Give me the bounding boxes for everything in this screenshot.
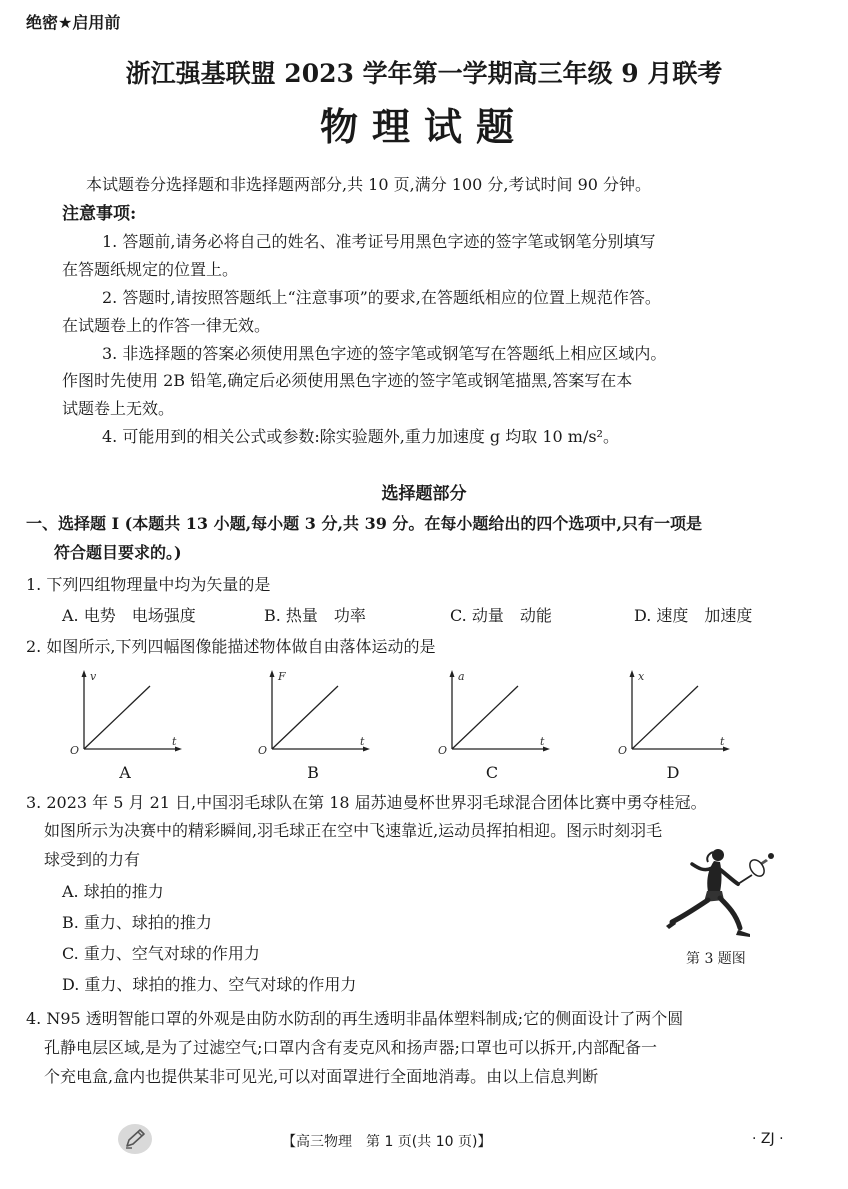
graph-a-label: A (119, 763, 131, 782)
section-title: 选择题部分 (381, 484, 467, 504)
question-3-stem: 如图所示为决赛中的精彩瞬间,羽毛球正在空中飞速靠近,运动员挥拍相迎。图示时刻羽毛 (44, 821, 663, 840)
notice-line: 在答题纸规定的位置上。 (62, 260, 239, 279)
question-4-stem: 4. N95 透明智能口罩的外观是由防水防刮的再生透明非晶体塑料制成;它的侧面设计了两个圆 (26, 1009, 684, 1028)
graph-a-x-axis: t (172, 735, 177, 748)
notice-line: 试题卷上无效。 (62, 399, 175, 418)
graph-b (254, 664, 384, 764)
notice-line: 4. 可能用到的相关公式或参数:除实验题外,重力加速度 g 均取 10 m/s²。 (102, 427, 619, 446)
question-4-stem: 个充电盒,盒内也提供某非可见光,可以对面罩进行全面地消毒。由以上信息判断 (44, 1067, 599, 1086)
notice-line: 作图时先使用 2B 铅笔,确定后必须使用黑色字迹的签字笔或钢笔描黑,答案写在本 (62, 371, 633, 390)
subject-title: 物理试题 (319, 104, 528, 149)
graph-b-origin: O (258, 744, 268, 757)
badminton-player-figure (662, 842, 782, 946)
exam-code: · ZJ · (752, 1131, 784, 1147)
graph-d-x-axis: t (720, 735, 725, 748)
q1-option-a: A. 电势 电场强度 (62, 606, 196, 625)
graph-d-label: D (666, 763, 680, 782)
q1-option-d: D. 速度 加速度 (634, 606, 753, 625)
question-2-stem: 2. 如图所示,下列四幅图像能描述物体做自由落体运动的是 (26, 637, 436, 656)
graph-b-y-axis: F (278, 670, 286, 683)
graph-a-line (84, 686, 150, 749)
q1-option-b: B. 热量 功率 (264, 606, 366, 625)
graph-b-x-axis: t (360, 735, 365, 748)
question-3-stem: 3. 2023 年 5 月 21 日,中国羽毛球队在第 18 届苏迪曼杯世界羽毛球混合团体比赛中勇夺桂冠。 (26, 793, 707, 812)
q3-option-d: D. 重力、球拍的推力、空气对球的作用力 (62, 975, 357, 994)
graph-c-y-axis: a (458, 670, 465, 683)
part-instructions: 符合题目要求的。) (54, 543, 182, 562)
graph-d-y-axis: x (638, 670, 645, 683)
graph-c-origin: O (438, 744, 448, 757)
shuttlecock-icon (760, 853, 774, 865)
notice-line: 1. 答题前,请务必将自己的姓名、准考证号用黑色字迹的签字笔或钢笔分别填写 (102, 232, 656, 251)
graph-c-label: C (485, 763, 499, 782)
graph-a (66, 664, 196, 764)
pencil-icon (116, 1122, 154, 1156)
notice-line: 3. 非选择题的答案必须使用黑色字迹的签字笔或钢笔写在答题纸上相应区域内。 (102, 344, 667, 363)
q3-option-c: C. 重力、空气对球的作用力 (62, 944, 260, 963)
graph-b-line (272, 686, 338, 749)
graph-d-line (632, 686, 698, 749)
exam-title: 浙江强基联盟 2023 学年第一学期高三年级 9 月联考 (125, 59, 723, 88)
q3-option-b: B. 重力、球拍的推力 (62, 913, 212, 932)
intro-text: 本试题卷分选择题和非选择题两部分,共 10 页,满分 100 分,考试时间 90 分钟。 (86, 175, 652, 194)
notice-heading: 注意事项: (62, 204, 137, 224)
q3-figure-caption: 第 3 题图 (686, 951, 746, 967)
question-1-stem: 1. 下列四组物理量中均为矢量的是 (26, 575, 271, 594)
question-4-stem: 孔静电层区域,是为了过滤空气;口罩内含有麦克风和扬声器;口罩也可以拆开,内部配备一 (44, 1038, 657, 1057)
notice-line: 2. 答题时,请按照答题纸上“注意事项”的要求,在答题纸相应的位置上规范作答。 (102, 288, 661, 307)
notice-line: 在试题卷上的作答一律无效。 (62, 316, 271, 335)
part-instructions: 一、选择题 I (本题共 13 小题,每小题 3 分,共 39 分。在每小题给出的四个选项中,只有一项是 (26, 514, 702, 533)
secret-label: 绝密★启用前 (26, 13, 121, 32)
graph-b-label: B (307, 763, 319, 782)
graph-a-y-axis: v (90, 670, 97, 683)
q1-option-c: C. 动量 动能 (450, 606, 552, 625)
graph-a-origin: O (70, 744, 80, 757)
graph-d-origin: O (618, 744, 628, 757)
q3-option-a: A. 球拍的推力 (62, 882, 164, 901)
graph-d (614, 664, 744, 764)
page-number-info: 【高三物理 第 1 页(共 10 页)】 (282, 1134, 492, 1150)
question-3-stem: 球受到的力有 (44, 850, 141, 869)
graph-c-x-axis: t (540, 735, 545, 748)
graph-c-line (452, 686, 518, 749)
graph-c (434, 664, 564, 764)
